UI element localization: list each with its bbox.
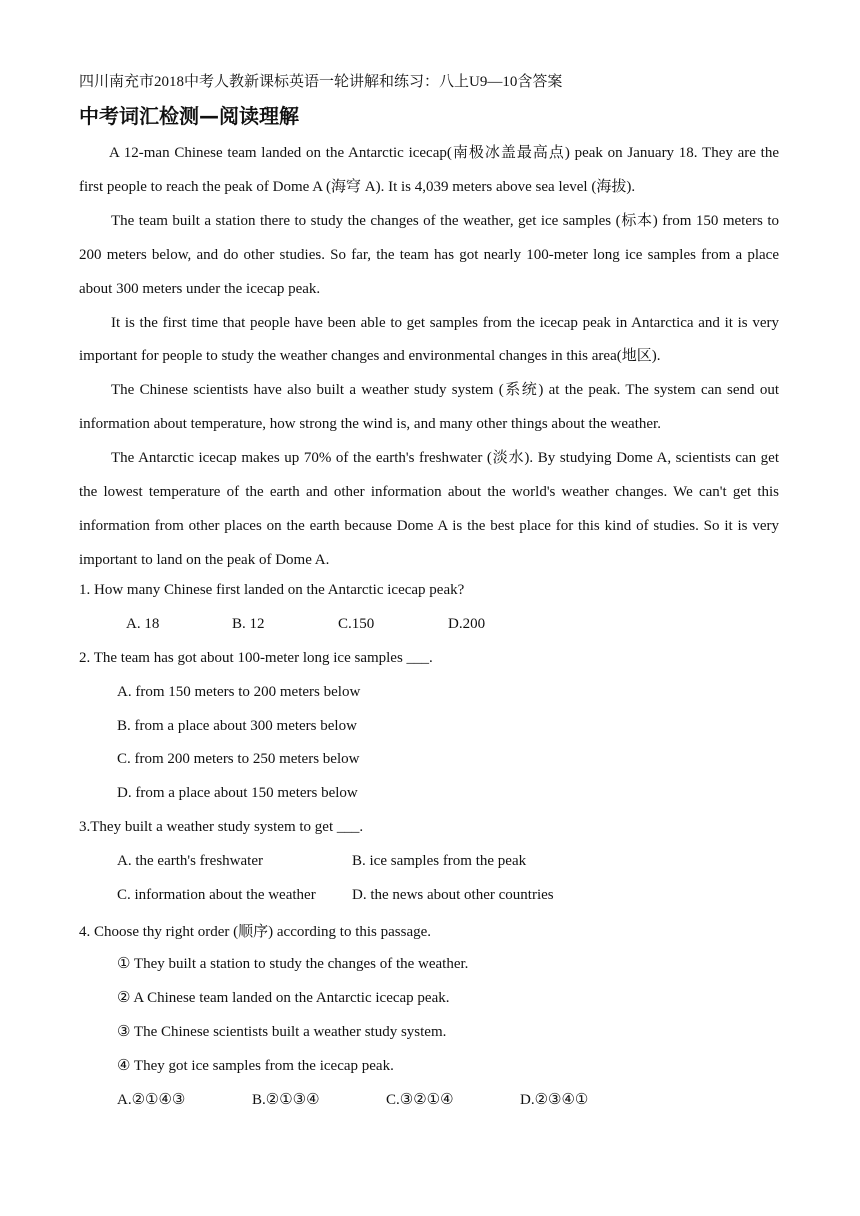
passage-paragraph-4: The Chinese scientists have also built a weather study system (系统) at the peak. The system can send out information about temperature, how strong the wind is, and many other things about the weather. xyxy=(79,382,779,433)
question-4-option-c: C.③②①④ xyxy=(386,1092,454,1108)
question-4-option-d: D.②③④① xyxy=(520,1092,589,1108)
question-1-stem: 1. How many Chinese first landed on the Antarctic icecap peak? xyxy=(79,582,465,598)
question-1-option-c: C.150 xyxy=(338,616,375,632)
passage-paragraph-2: The team built a station there to study the changes of the weather, get ice samples (标本) from 150 meters to 200 meters below, and do other studies. So far, the team has got nearly 100-meter long ice samples from a place about 300 meters under the icecap peak. xyxy=(79,212,779,297)
question-3-option-b: B. ice samples from the peak xyxy=(352,853,527,869)
question-4-option-a: A.②①④③ xyxy=(117,1092,186,1108)
question-4-statement-4: ④ They got ice samples from the icecap peak. xyxy=(117,1058,394,1074)
question-1-option-d: D.200 xyxy=(448,616,486,632)
reading-passage xyxy=(79,137,779,578)
passage-paragraph-1: A 12-man Chinese team landed on the Antarctic icecap(南极冰盖最高点) peak on January 18. They are the first people to reach the peak of Dome A (海穹 A). It is 4,039 meters above sea level (海拔). xyxy=(79,145,779,195)
question-1-option-b: B. 12 xyxy=(232,616,265,632)
question-2-option-a: A. from 150 meters to 200 meters below xyxy=(117,684,361,700)
question-2-option-c: C. from 200 meters to 250 meters below xyxy=(117,751,360,767)
question-4-statement-2: ② A Chinese team landed on the Antarctic icecap peak. xyxy=(117,990,450,1006)
passage-paragraph-3: It is the first time that people have been able to get samples from the icecap peak in Antarctica and it is very important for people to study the weather changes and environmental changes in this area(地区). xyxy=(79,314,779,365)
question-4-statement-3: ③ The Chinese scientists built a weather study system. xyxy=(117,1024,447,1040)
question-3-option-d: D. the news about other countries xyxy=(352,887,554,903)
question-4-statement-1: ① They built a station to study the changes of the weather. xyxy=(117,956,469,972)
question-4-option-b: B.②①③④ xyxy=(252,1092,320,1108)
question-4-stem: 4. Choose thy right order (顺序) according to this passage. xyxy=(79,924,432,940)
question-3-option-a: A. the earth's freshwater xyxy=(117,853,263,869)
question-1-option-a: A. 18 xyxy=(126,616,160,632)
section-title: 中考词汇检测—阅读理解 xyxy=(79,104,299,128)
document-header-title: 四川南充市2018中考人教新课标英语一轮讲解和练习：八上U9—10含答案 xyxy=(79,74,563,90)
question-2-option-d: D. from a place about 150 meters below xyxy=(117,785,358,801)
question-2-option-b: B. from a place about 300 meters below xyxy=(117,718,357,734)
question-3-stem: 3.They built a weather study system to get ___. xyxy=(79,819,364,835)
passage-paragraph-5: The Antarctic icecap makes up 70% of the earth's freshwater (淡水). By studying Dome A, scientists can get the lowest temperature of the earth and other information about the world's weather changes. We can't get this information from other places on the earth because Dome A is the best place for this kind of studies. So it is very important to land on the peak of Dome A. xyxy=(79,450,779,568)
question-3-option-c: C. information about the weather xyxy=(117,887,316,903)
question-2-stem: 2. The team has got about 100-meter long ice samples ___. xyxy=(79,650,433,666)
